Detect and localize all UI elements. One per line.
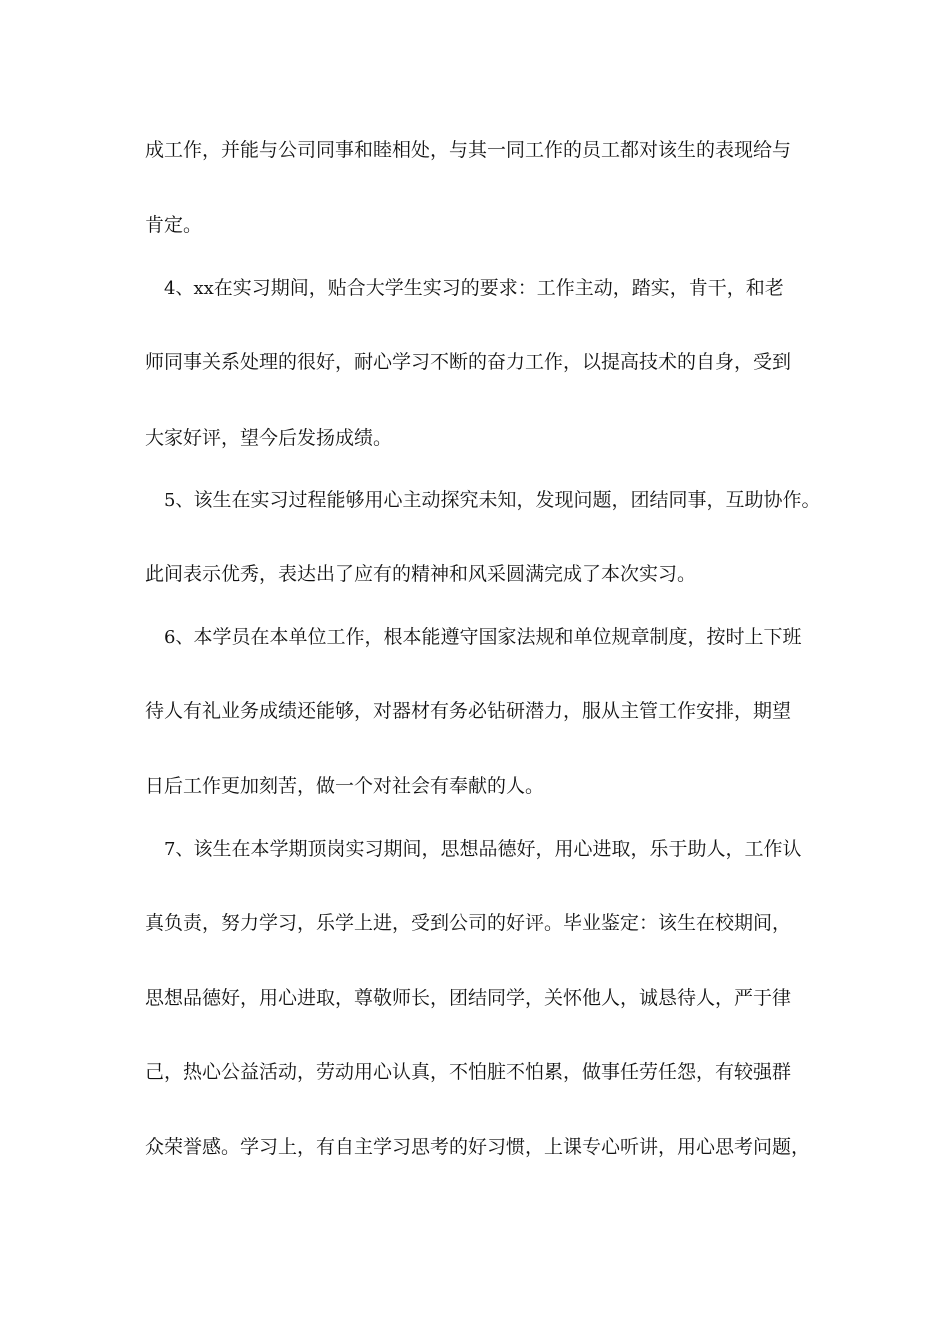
- paragraph-line: 众荣誉感。学习上，有自主学习思考的好习惯，上课专心听讲，用心思考问题，: [145, 1136, 811, 1158]
- paragraph-line: 师同事关系处理的很好，耐心学习不断的奋力工作，以提高技术的自身，受到: [145, 351, 792, 373]
- list-number-6: 6、: [164, 627, 194, 648]
- paragraph-line: 己，热心公益活动，劳动用心认真，不怕脏不怕累，做事任劳任怨，有较强群: [145, 1061, 792, 1083]
- list-number-4: 4、xx: [164, 278, 214, 299]
- paragraph-line: 待人有礼业务成绩还能够，对器材有务必钻研潜力，服从主管工作安排，期望: [145, 700, 792, 722]
- paragraph-line: 大家好评，望今后发扬成绩。: [145, 427, 393, 449]
- paragraph-line: 思想品德好，用心进取，尊敬师长，团结同学，关怀他人，诚恳待人，严于律: [145, 987, 792, 1009]
- paragraph-line: 肯定。: [145, 214, 203, 236]
- paragraph-text: 本学员在本单位工作，根本能遵守国家法规和单位规章制度，按时上下班: [193, 626, 802, 648]
- list-item-4-line: [164, 275, 826, 301]
- list-number-5: 5、: [164, 490, 194, 511]
- list-number-7: 7、: [164, 839, 194, 860]
- paragraph-text: 在实习期间，贴合大学生实习的要求：工作主动，踏实，肯干，和老: [213, 277, 784, 299]
- paragraph-text: 该生在实习过程能够用心主动探究未知，发现问题，团结同事，互助协作。: [193, 489, 821, 511]
- list-item-7-line: [164, 836, 826, 862]
- list-item-6-line: [164, 624, 826, 650]
- paragraph-line: 日后工作更加刻苦，做一个对社会有奉献的人。: [145, 775, 545, 797]
- paragraph-line: 此间表示优秀，表达出了应有的精神和风采圆满完成了本次实习。: [145, 563, 697, 585]
- paragraph-line: 成工作，并能与公司同事和睦相处，与其一同工作的员工都对该生的表现给与: [145, 139, 792, 161]
- list-item-5-line: [164, 487, 826, 513]
- paragraph-text: 该生在本学期顶岗实习期间，思想品德好，用心进取，乐于助人，工作认: [193, 838, 802, 860]
- paragraph-line: 真负责，努力学习，乐学上进，受到公司的好评。毕业鉴定：该生在校期间，: [145, 912, 792, 934]
